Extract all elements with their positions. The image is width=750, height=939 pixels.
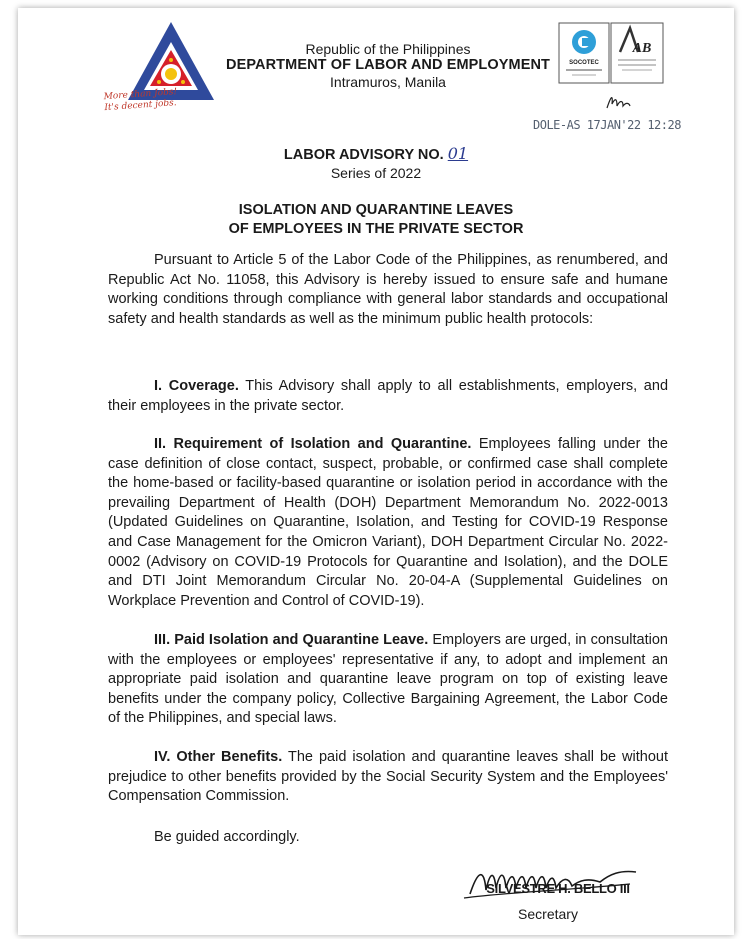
department-name: DEPARTMENT OF LABOR AND EMPLOYMENT: [226, 57, 550, 73]
section-text: This Advisory shall apply to all establishments, employers, and their employees in the private sector.: [108, 378, 669, 414]
section-text: The paid isolation and quarantine leaves shall be without prejudice to other benefits provided by the Social Security System and the Employees' Compensation Commission.: [108, 749, 668, 805]
section-text: Employers are urged, in consultation with the employees or employees' representative if any, to adopt and implement an appropriate paid isolation and quarantine leave program on top of existing leave benefits under the company policy, Collective Bargaining Agreement, the Labor Code of the Philippines, and special laws.: [108, 632, 668, 727]
section-heading: I. Coverage.: [154, 378, 239, 394]
republic-label: Republic of the Philippines: [305, 41, 471, 57]
intro-paragraph: [108, 251, 668, 329]
initials-signature-icon: [603, 90, 633, 112]
section-coverage: [108, 377, 668, 416]
received-stamp: DOLE-AS 17JAN'22 12:28: [533, 118, 681, 132]
section-text: Employees falling under the case definition of close contact, suspect, probable, or confirmed case shall complete the home-based or facility-based quarantine or isolation period in accordance with the prevailing Department of Health (DOH) Department Memorandum No. 2022-0013 (Updated Guidelines on Quarantine, Isolation, and Testing for COVID-19 Response and Case Management for the Omicron Variant), DOH Department Circular No. 2022-0002 (Advisory on COVID-19 Protocols for Quarantine and Isolation), and the DOLE and DTI Joint Memorandum Circular No. 20-04-A (Supplemental Guidelines on Workplace Prevention and Control of COVID-19).: [108, 436, 668, 609]
closing-line: Be guided accordingly.: [154, 829, 300, 845]
cert-accred: AB: [632, 41, 652, 56]
advisory-number: 01: [447, 144, 469, 163]
document-page: [18, 8, 734, 935]
section-other-benefits: [108, 748, 668, 807]
title-line-1: ISOLATION AND QUARANTINE LEAVES: [238, 202, 514, 218]
intro-text: Pursuant to Article 5 of the Labor Code of the Philippines, as renumbered, and Republic Act No. 11058, this Advisory is hereby issued to ensure safe and humane working conditions through compliance with general labor standards and occupational safety and health standards as well as the minimum public health protocols:: [108, 252, 668, 327]
location-label: Intramuros, Manila: [330, 74, 446, 90]
iso-certification-badge-icon: [558, 22, 664, 84]
section-heading: II. Requirement of Isolation and Quarantine.: [154, 436, 472, 452]
advisory-title: [18, 201, 734, 239]
motto: [103, 84, 224, 114]
section-paid-leave: [108, 631, 668, 729]
section-heading: III. Paid Isolation and Quarantine Leave.: [154, 632, 429, 648]
signatory-name: SILVESTRE H. BELLO III: [486, 881, 630, 896]
cert-name: SOCOTEC: [569, 60, 599, 66]
letterhead: [223, 41, 553, 90]
advisory-number-line: [18, 144, 734, 163]
section-requirement: [108, 435, 668, 611]
motto-line-2: It's decent jobs.: [104, 98, 177, 114]
advisory-series: Series of 2022: [330, 165, 422, 181]
motto-line-1: More than Jobs!: [103, 87, 178, 103]
advisory-label: LABOR ADVISORY NO.: [283, 147, 444, 163]
section-heading: IV. Other Benefits.: [154, 749, 283, 765]
signatory-title: Secretary: [518, 906, 578, 922]
title-line-2: OF EMPLOYEES IN THE PRIVATE SECTOR: [228, 221, 524, 237]
